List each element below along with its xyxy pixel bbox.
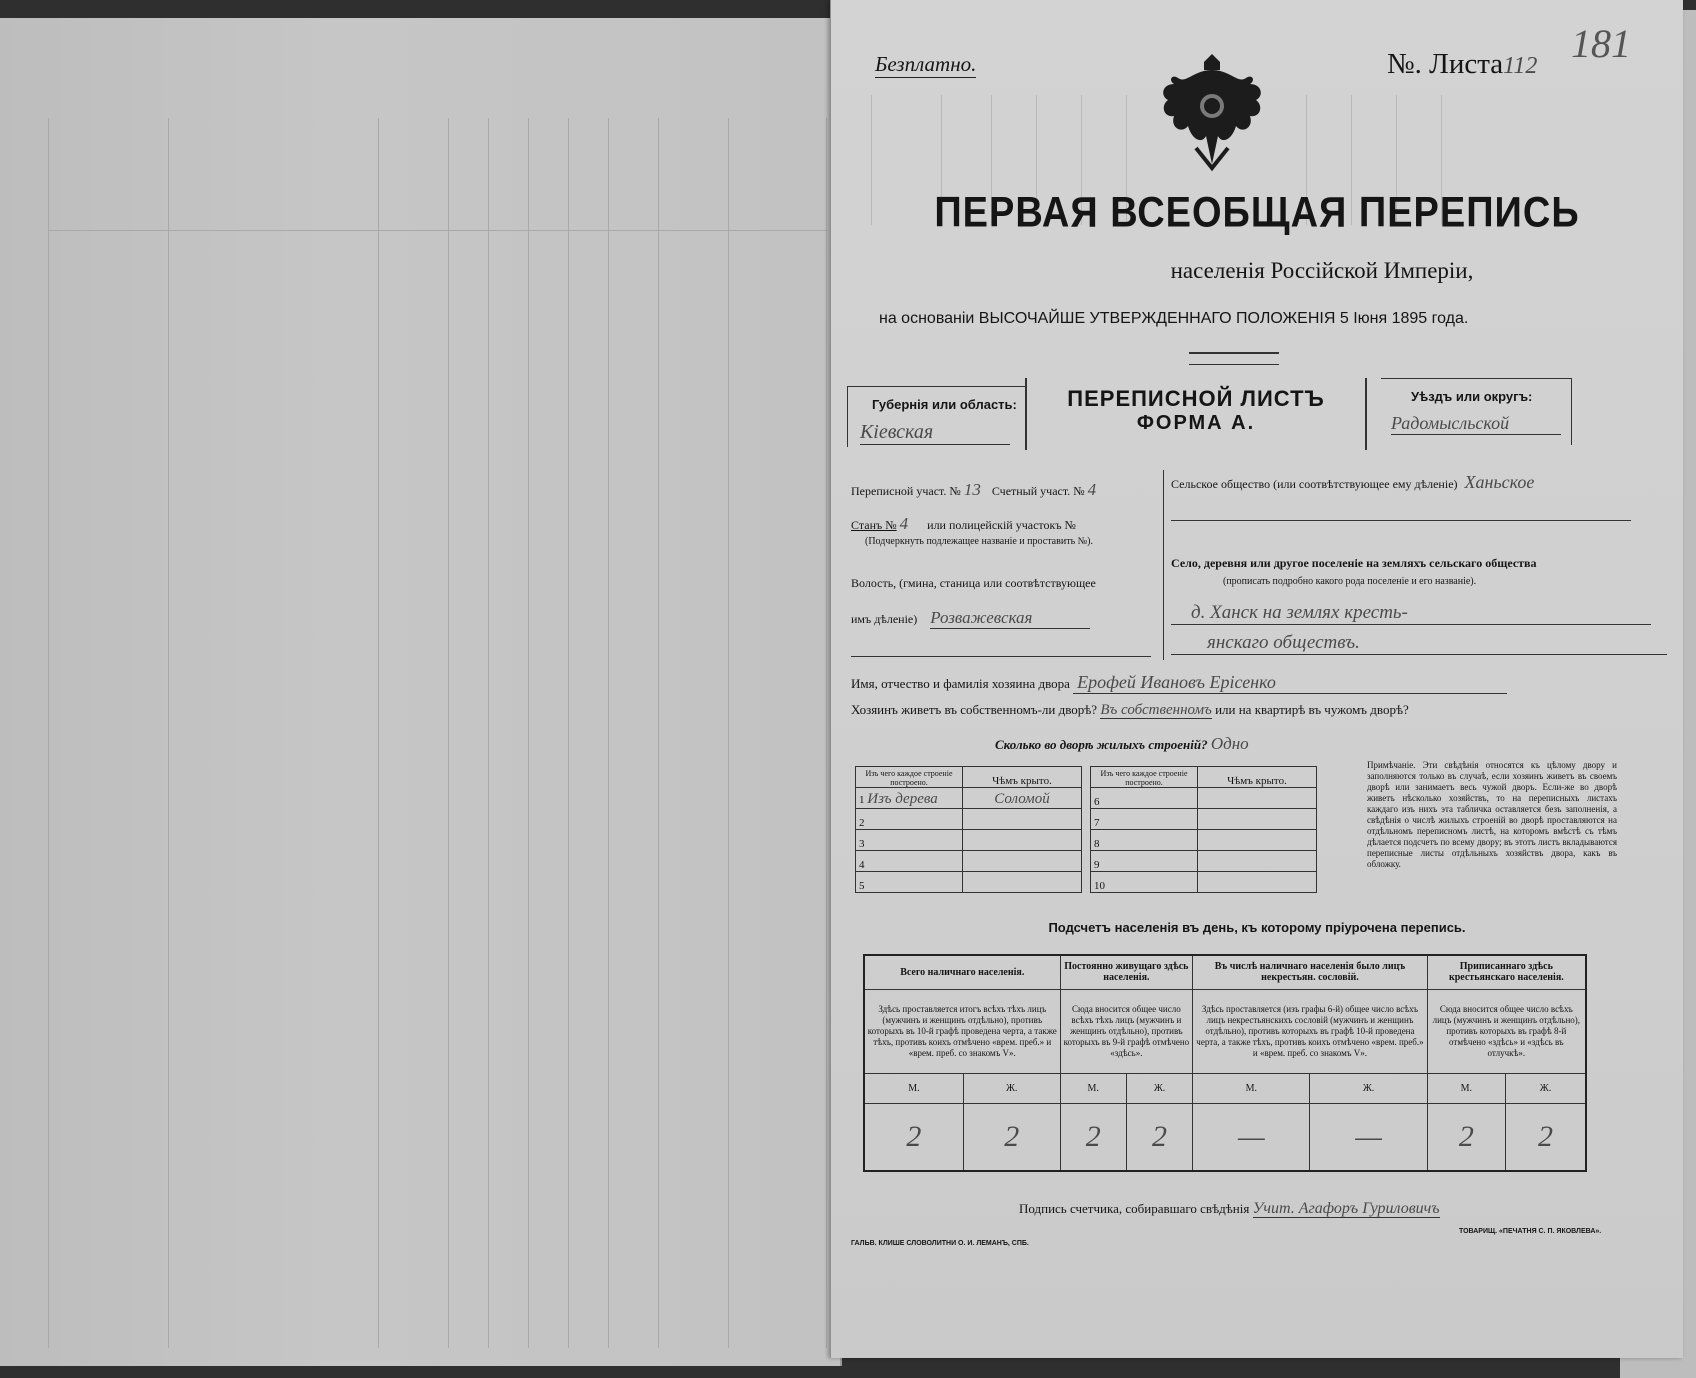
owner-residence-field: Хозяинъ живетъ въ собственномъ-ли дворѣ? Въ собственномъ или на квартирѣ въ чужомъ дворѣ? xyxy=(851,702,1409,718)
village-note: (прописать подробно какого рода поселеніе и его названіе). xyxy=(1223,576,1477,587)
census-subtitle: населенія Россійской Имперіи, xyxy=(1170,258,1474,283)
ornament-divider xyxy=(1189,352,1279,365)
table-row xyxy=(864,1103,1586,1171)
table-row: 6 xyxy=(1091,788,1317,809)
table-row: 8 xyxy=(1091,830,1317,851)
building-roof-1: Соломой xyxy=(963,788,1082,809)
pop-noncrest-m: — xyxy=(1193,1103,1310,1171)
gubernia-label: Губернія или область: xyxy=(872,397,1017,412)
table-row: 5 xyxy=(856,872,1082,893)
underline-note: (Подчеркнуть подлежащее названіе и проставить №). xyxy=(865,536,1093,547)
village-value-line1: д. Ханск на землях кресть- xyxy=(1171,602,1651,625)
printer-imprint-right: ТОВАРИЩ. «ПЕЧАТНЯ С. П. ЯКОВЛЕВА». xyxy=(1459,1228,1602,1235)
pop-col-assigned-title: Приписаннаго здѣсь крестьянскаго населенія. xyxy=(1427,955,1586,989)
pop-col-noncrest-title: Въ числѣ наличнаго населенія было лицъ некрестьян. сословій. xyxy=(1193,955,1427,989)
rural-society-value: Ханьское xyxy=(1464,472,1535,492)
signature-value: Учит. Агафоръ Гуриловичъ xyxy=(1252,1200,1440,1217)
pop-total-m: 2 xyxy=(864,1103,963,1171)
pop-assigned-m: 2 xyxy=(1427,1103,1505,1171)
population-table: Всего наличнаго населенія. Постоянно живущаго здѣсь населенія. Въ числѣ наличнаго населенія было лицъ некрестьян. сословій. Приписаннаго здѣсь крестьянскаго населенія. Здѣсь проставляется итогъ всѣхъ тѣхъ лицъ (мужчинъ и женщинъ отдѣльно), противъ которыхъ въ 10-й графѣ проведена черта, а также тѣхъ, противъ коихъ отмѣчено «врем. преб.» и «врем. преб. со знакомъ V». Сюда вносится общее число всѣхъ тѣхъ лицъ (мужчинъ и женщинъ отдѣльно), противъ которыхъ въ 9-й графѣ отмѣчено «здѣсь». Здѣсь проставляется (изъ графы 6-й) общее число всѣхъ лицъ некрестьянскихъ сословій (мужчинъ и женщинъ отдѣльно), противъ которыхъ въ графѣ 10-й проведена черта, а также тѣхъ, противъ коихъ отмѣчено «врем. преб.» и «врем. преб. со знакомъ V». Сюда вносится общее число всѣхъ лицъ (мужчинъ и женщинъ отдѣльно), противъ которыхъ въ графѣ 8-й отмѣчено «здѣсь» и «здѣсь въ отлучкѣ». М. Ж. М. Ж. М. Ж. М. Ж. 2 2 2 2 — — 2 2 xyxy=(863,954,1587,1172)
buildings-count-field: Сколько во дворѣ жилыхъ строеній? Одно xyxy=(995,734,1249,753)
buildings-col-roof: Чѣмъ крыто. xyxy=(963,767,1082,788)
uezd-value: Радомысльской xyxy=(1391,413,1561,435)
pop-col-permanent-title: Постоянно живущаго здѣсь населенія. xyxy=(1060,955,1193,989)
form-a-title: ФОРМА А. xyxy=(1136,412,1256,434)
signature-label: Подпись счетчика, собиравшаго свѣдѣнія xyxy=(1019,1201,1250,1216)
building-material-1: Изъ дерева xyxy=(867,791,938,807)
table-row: 10 xyxy=(1091,872,1317,893)
fields-divider xyxy=(1163,470,1164,660)
owner-name-value: Ерофей Ивановъ Ерісенко xyxy=(1073,672,1507,694)
volost-value: Розважевская xyxy=(930,608,1090,629)
buildings-table xyxy=(855,766,1317,893)
stan-field: Станъ № 4 или полицейскій участокъ № xyxy=(851,514,1076,533)
population-heading: Подсчетъ населенія въ день, къ которому пріурочена перепись. xyxy=(1048,920,1466,935)
village-label: Село, деревня или другое поселеніе на земляхъ сельскаго общества xyxy=(1171,556,1537,570)
footnote: Примѣчаніе. Эти свѣдѣнія относятся къ цѣлому двору и заполняются только въ случаѣ, если хозяинъ живетъ въ своемъ дворѣ или занимаетъ весь чужой дворъ. Если-же во дворѣ живетъ нѣсколько хозяйствъ, то на переписныхъ листахъ каждаго изъ нихъ эта табличка оставляется безъ заполненія, а свѣдѣнія о числѣ жилыхъ строеній во дворѣ проставляются на отдѣльномъ переписномъ листѣ, на которомъ вмѣстѣ съ тѣмъ дѣлается подсчетъ по всему двору; въ этотъ листъ вкладываются переписные листы отдѣльныхъ хозяйствъ двора, какъ въ обложку. xyxy=(1367,760,1617,869)
pop-permanent-m: 2 xyxy=(1060,1103,1126,1171)
volost-label: Волость, (гмина, станица или соотвѣтствующее xyxy=(851,576,1096,590)
signature-field xyxy=(1019,1200,1440,1218)
volost-field: имъ дѣленіе) Розважевская xyxy=(851,608,1151,629)
table-row: 1 Изъ дерева Соломой xyxy=(856,788,1082,809)
count-district-value: 4 xyxy=(1087,480,1097,499)
buildings-col-roof-2: Чѣмъ крыто. xyxy=(1198,767,1317,788)
census-district-value: 13 xyxy=(963,480,981,499)
buildings-col-material: Изъ чего каждое строеніе построено. xyxy=(856,767,963,788)
table-row: 4 xyxy=(856,851,1082,872)
form-title-block xyxy=(847,378,1607,450)
table-row: 7 xyxy=(1091,809,1317,830)
sheet-number xyxy=(1387,48,1537,81)
left-page xyxy=(0,18,842,1366)
owner-residence-value: Въ собственномъ xyxy=(1100,702,1212,718)
pop-assigned-f: 2 xyxy=(1505,1103,1586,1171)
gubernia-value: Кіевская xyxy=(860,421,1010,445)
census-district-field: Переписной участ. № 13 Счетный участ. № 4 xyxy=(851,480,1097,499)
table-row: 9 xyxy=(1091,851,1317,872)
census-sheet xyxy=(830,0,1683,1358)
census-main-title: ПЕРВАЯ ВСЕОБЩАЯ ПЕРЕПИСЬ xyxy=(934,189,1580,237)
bleed-through-grid xyxy=(48,118,828,1348)
archive-stamp-number: 181 xyxy=(1571,21,1631,66)
buildings-count-value: Одно xyxy=(1210,734,1249,753)
free-label: Безплатно. xyxy=(875,52,977,76)
sheet-number-label: №. Листа xyxy=(1387,48,1504,80)
buildings-col-material-2: Изъ чего каждое строеніе построено. xyxy=(1091,767,1198,788)
sheet-number-value: 112 xyxy=(1503,53,1538,79)
village-value-line2: янскаго обществъ. xyxy=(1171,632,1667,655)
pop-col-total-title: Всего наличнаго населенія. xyxy=(864,955,1060,989)
table-row: 3 xyxy=(856,830,1082,851)
owner-name-field: Имя, отчество и фамилія хозяина двора Ерофей Ивановъ Ерісенко xyxy=(851,672,1631,694)
stan-value: 4 xyxy=(899,514,909,533)
table-row: 2 xyxy=(856,809,1082,830)
eagle-emblem-icon xyxy=(1156,44,1268,176)
pop-noncrest-f: — xyxy=(1310,1103,1427,1171)
pop-permanent-f: 2 xyxy=(1126,1103,1192,1171)
list-title: ПЕРЕПИСНОЙ ЛИСТЪ xyxy=(1067,386,1325,411)
uezd-label: Уѣздъ или округъ: xyxy=(1411,389,1533,404)
rural-society-field: Сельское общество (или соотвѣтствующее ему дѣленіе) Ханьское xyxy=(1171,472,1535,492)
pop-total-f: 2 xyxy=(963,1103,1060,1171)
printer-imprint-left: ГАЛЬВ. КЛИШЕ СЛОВОЛИТНИ О. И. ЛЕМАНЪ, СПБ. xyxy=(851,1240,1029,1247)
census-basis: на основаніи ВЫСОЧАЙШЕ УТВЕРЖДЕННАГО ПОЛОЖЕНІЯ 5 Іюня 1895 года. xyxy=(879,310,1469,327)
